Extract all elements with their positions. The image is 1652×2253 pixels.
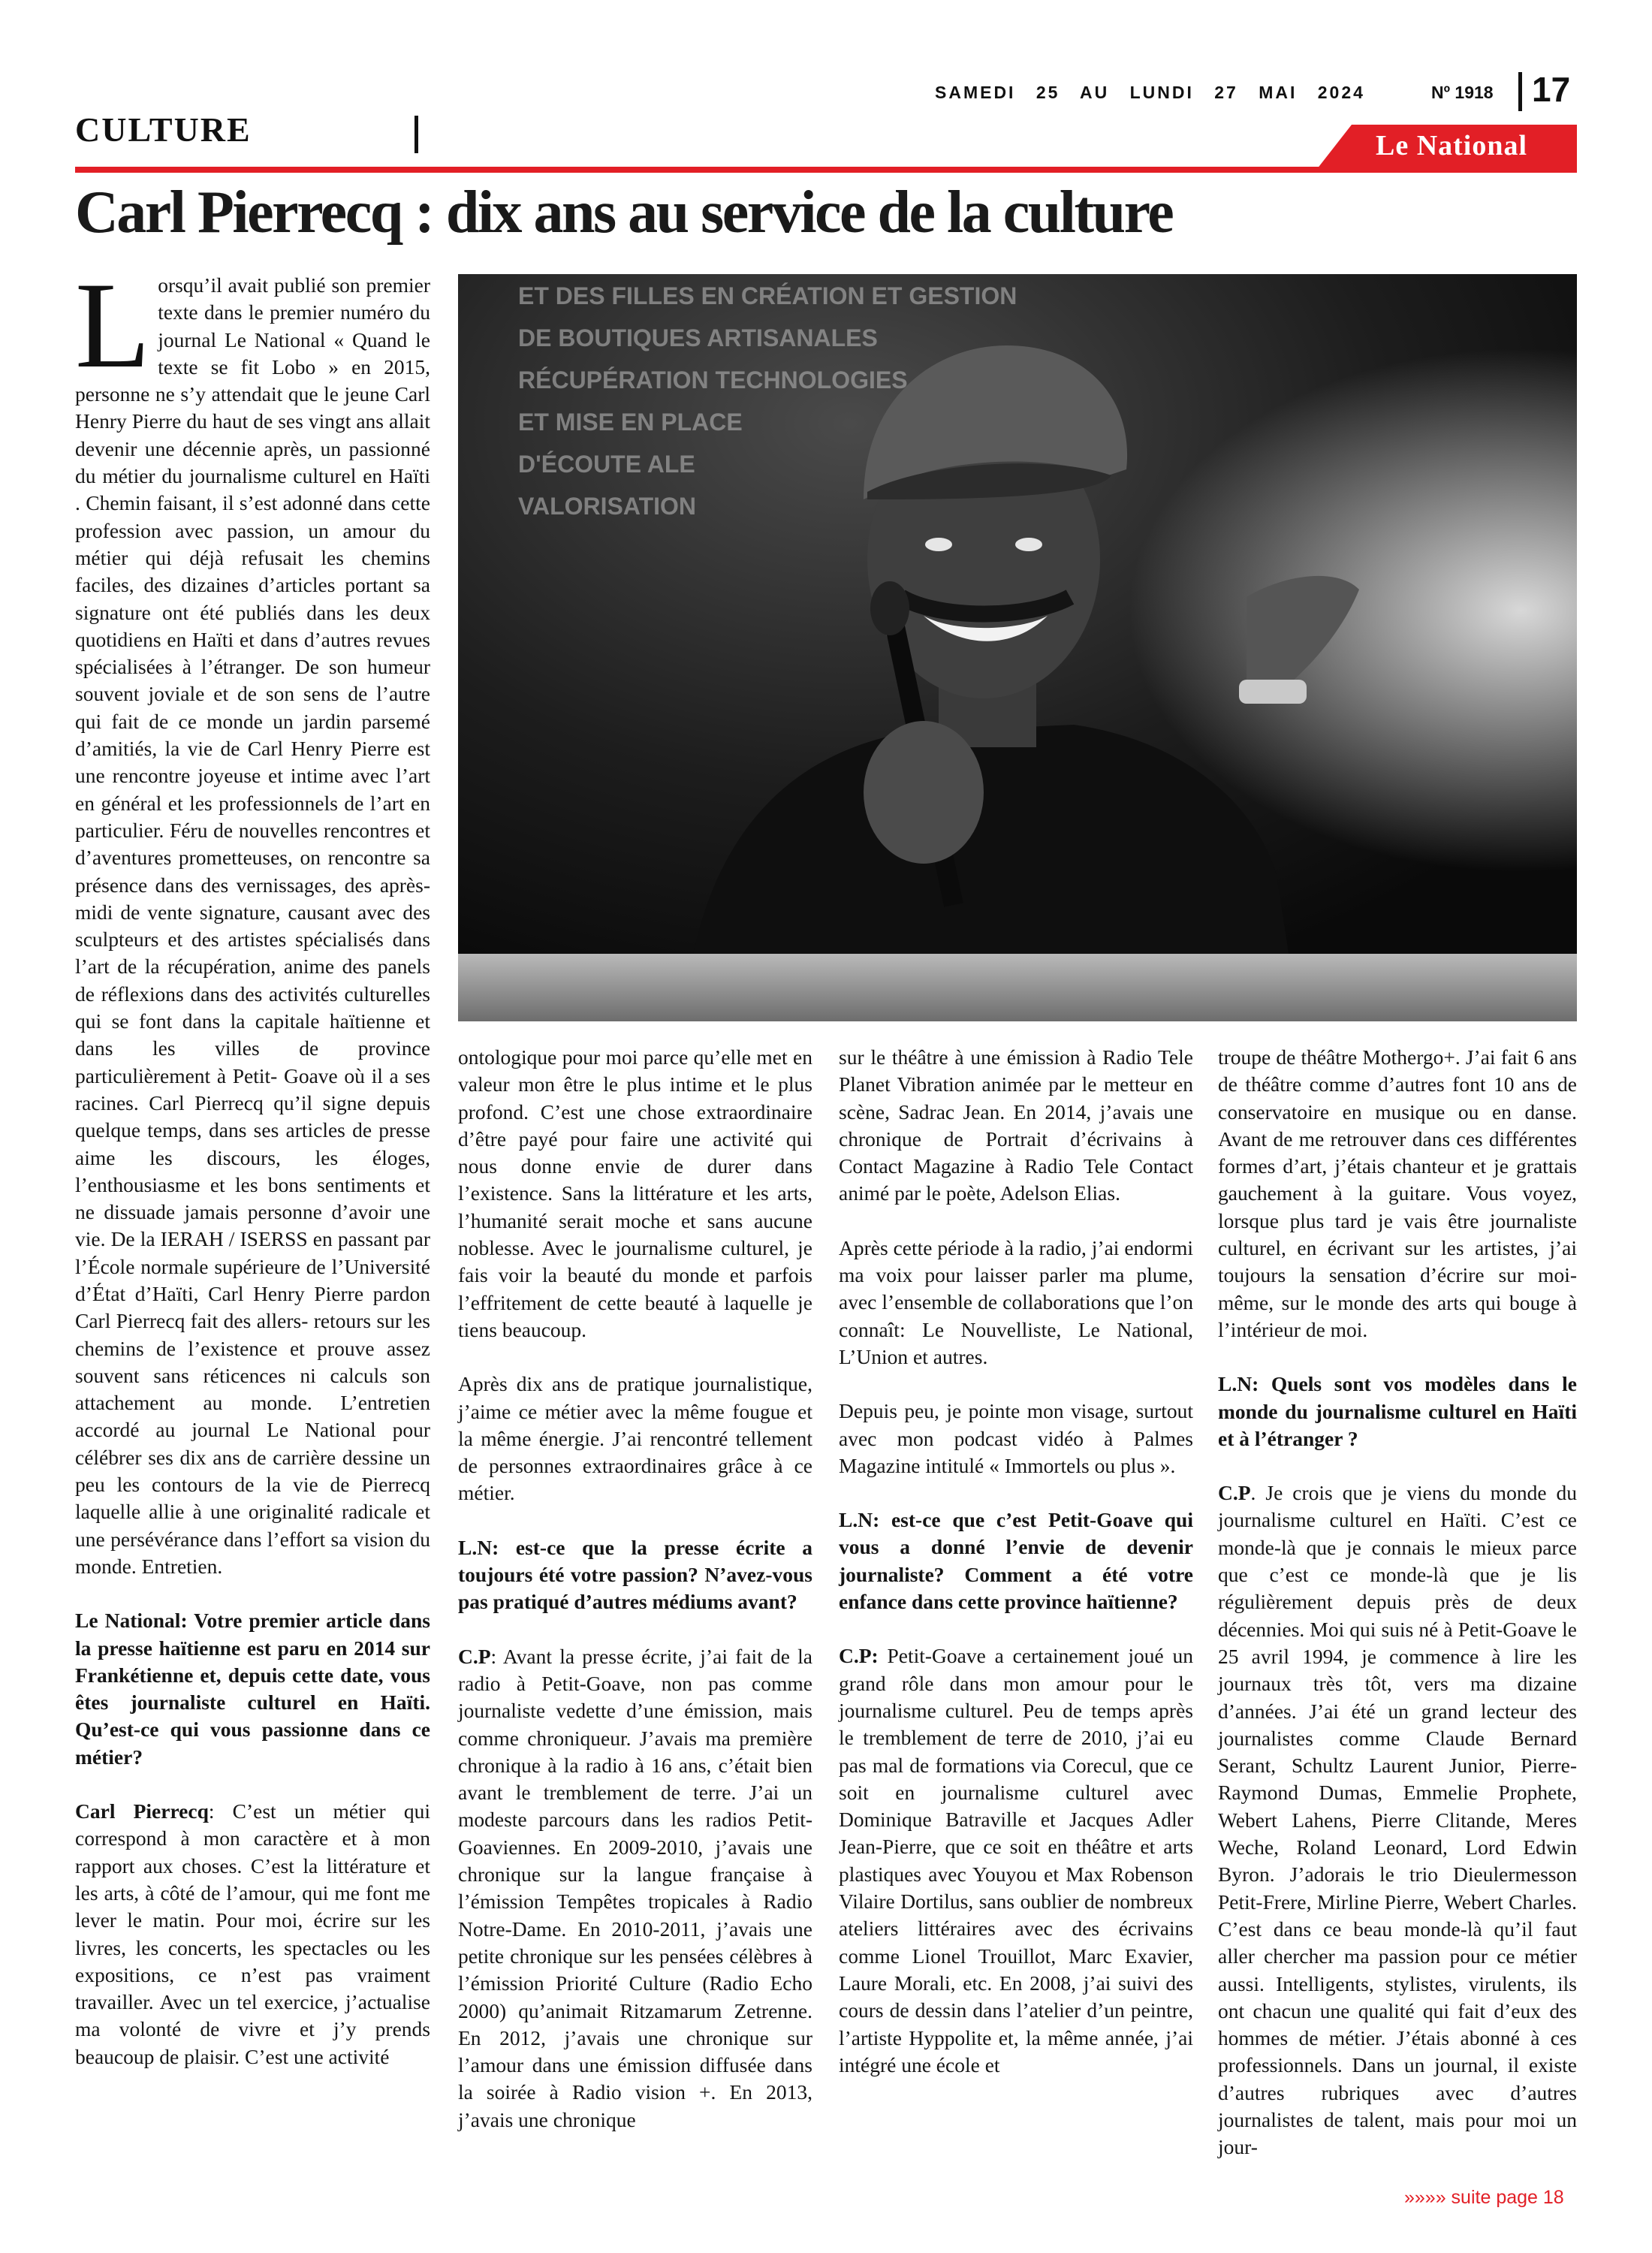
svg-text:ET MISE EN PLACE: ET MISE EN PLACE <box>518 409 743 436</box>
question-4: L.N: Quels sont vos modèles dans le monde du journalisme culturel en Haïti et à l’étranger ? <box>1218 1372 1577 1450</box>
question-2: L.N: est-ce que la presse écrite a toujours été votre passion? N’avez-vous pas pratiqué d’autres médiums avant? <box>458 1535 812 1614</box>
issue-date: SAMEDI 25 AU LUNDI 27 MAI 2024 <box>935 83 1365 102</box>
article-column-4 <box>1218 1044 1577 2161</box>
answer-3-speaker: C.P: <box>839 1644 879 1668</box>
answer-2-text: : Avant la presse écrite, j’ai fait de la radio à Petit-Goave, non pas comme journaliste vedette d’une émission, mais comme chroniqueur. J’avais ma première chronique à la radio à 16 ans, c’était bien avant le tremblement de terre. J’ai un modeste parcours dans les radios Petit-Goaviennes. En 2009-2010, j’avais une chronique sur la langue française à l’émission Tempêtes tropicales à Radio Notre-Dame. En 2010-2011, j’avais une petite chronique sur les pensées célèbres à l’émission Priorité Culture (Radio Echo 2000) qu’animait Ritzamarum Zetrenne. En 2012, j’avais une chronique sur l’amour dans une émission diffusée dans la soirée à Radio vision +. En 2013, j’avais une chronique <box>458 1644 812 2131</box>
answer-4-text: . Je crois que je viens du monde du journalisme culturel en Haïti. C’est ce monde-là que je connais le mieux parce que c’est ce monde-là que je lis régulièrement depuis près de deux décennies. Moi qui suis né à Petit-Goave le 25 avril 1994, je commence à lire les journaux très tôt, vers ma dizaine d’années. J’ai été un grand lecteur des journalistes comme Claude Bernard Serant, Schultz Laurent Junior, Pierre-Raymond Dumas, Emmelie Prophete, Webert Lahens, Pierre Clitande, Meres Weche, Roland Leonard, Lord Edwin Byron. J’adorais le trio Dieulermesson Petit-Frere, Mirline Pierre, Webert Charles. C’est dans ce beau monde-là qu’il faut aller chercher ma passion pour ce métier aussi. Intelligents, stylistes, virulents, ils ont chacun une qualité qui fait d’eux des hommes de métier. J’étais abonné à ces professionnels. Dans un journal, il existe d’autres rubriques avec d’autres journalistes de talent, mais pour moi un jour- <box>1218 1481 1577 2159</box>
answer-4 <box>1218 1479 1577 2161</box>
paragraph: Après cette période à la radio, j’ai endormi ma voix pour laisser parler ma plume, avec l’ensemble de collaborations que l’on connaît: Le Nouvelliste, Le National, L’Union et autres. <box>839 1235 1193 1368</box>
answer-3 <box>839 1642 1193 2079</box>
header-divider <box>1518 72 1522 111</box>
header-rule <box>75 167 1577 173</box>
paragraph: Depuis peu, je pointe mon visage, surtout avec mon podcast vidéo à Palmes Magazine intitulé « Immortels ou plus ». <box>839 1399 1193 1477</box>
paragraph: sur le théâtre à une émission à Radio Tele Planet Vibration animée par le metteur en scène, Sadrac Jean. En 2014, j’avais une chronique de Portrait d’écrivains à Contact Magazine à Radio Tele Contact animé par le poète, Adelson Elias. <box>839 1045 1193 1205</box>
article-column-3 <box>839 1044 1193 2079</box>
answer-1-speaker: Carl Pierrecq <box>75 1799 209 1823</box>
article-column-1 <box>75 258 430 2071</box>
answer-1 <box>75 1798 430 2071</box>
paragraph: troupe de théâtre Mothergo+. J’ai fait 6 ans de théâtre comme d’autres font 10 ans de conservatoire en musique ou en danse. Avant de me retrouver dans ces différentes formes d’art, j’étais chanteur et je grattais gauchement à la guitare. Vous voyez, lorsque plus tard je vais être journaliste culturel, en écrivant sur les artistes, j’ai toujours la sensation d’écrire sur moi-même, sur le monde des arts qui bouge à l’intérieur de moi. <box>1218 1045 1577 1341</box>
svg-text:D'ÉCOUTE ALE: D'ÉCOUTE ALE <box>518 451 695 478</box>
answer-4-speaker: C.P <box>1218 1481 1251 1505</box>
svg-text:ET DES FILLES EN CRÉATION ET G: ET DES FILLES EN CRÉATION ET GESTION <box>518 282 1017 309</box>
newspaper-name: Le National <box>1376 130 1528 161</box>
article-column-2 <box>458 1044 812 2134</box>
issue-number: Nº 1918 <box>1431 83 1494 102</box>
page-number: 17 <box>1532 70 1571 109</box>
question-1: Le National: Votre premier article dans la presse haïtienne est paru en 2014 sur Frankétienne et, depuis cette date, vous êtes journaliste culturel en Haïti. Qu’est-ce qui vous passionne dans ce métier? <box>75 1609 430 1769</box>
svg-text:RÉCUPÉRATION TECHNOLOGIES: RÉCUPÉRATION TECHNOLOGIES <box>518 366 908 394</box>
article-headline: Carl Pierrecq : dix ans au service de la culture <box>75 179 1173 246</box>
question-3: L.N: est-ce que c’est Petit-Goave qui vous a donné l’envie de devenir journaliste? Comment a été votre enfance dans cette province haïtienne? <box>839 1508 1193 1614</box>
portrait-photo <box>458 274 1577 1021</box>
continued-link[interactable]: »»»» suite page 18 <box>1404 2187 1564 2208</box>
intro-paragraph: orsqu’il avait publié son premier texte dans le premier numéro du journal Le National « Quand le texte se fit Lobo » en 2015, personne ne s’y attendait que le jeune Carl Henry Pierre du haut de ses vingt ans allait devenir une décennie après, un passionné du métier du journalisme culturel en Haïti . Chemin faisant, il s’est adonné dans cette profession avec passion, un amour du métier qui déjà refusait les chemins faciles, des dizaines d’articles portant sa signature ont été publiés dans les deux quotidiens en Haïti et dans d’autres revues spécialisées à l’étranger. De son humeur souvent joviale et de son sens de l’autre qui fait de ce monde un jardin parsemé d’amitiés, la vie de Carl Henry Pierre est une rencontre joyeuse et intime avec l’art en général et les professionnels de l’art en particulier. Féru de nouvelles rencontres et d’aventures prometteuses, on rencontre sa présence dans des vernissages, des après-midi de vente signature, causant avec des sculpteurs et des artistes spécialisés dans l’art de la récupération, anime des panels de réflexions dans des activités culturelles qui se font dans la capitale haïtienne et dans les villes de province particulièrement à Petit- Goave où il a ses racines. Carl Pierrecq qu’il signe depuis quelque temps, dans ses articles de presse aime les discours, les éloges, l’enthousiasme et les bons sentiments et ne dissuade jamais personne d’avoir une vie. De la IERAH / ISERSS en passant par l’École normale supérieure de l’Université d’État d’Haïti, Carl Henry Pierre pardon Carl Pierrecq fait des allers- retours sur les chemins de l’existence et prouve assez souvent sans réticences ni calculs son attachement au monde. L’entretien accordé au journal Le National pour célébrer ses dix ans de carrière dessine un peu les contours de la vie de Pierrecq laquelle allie à une originalité radicale et une persévérance dans l’effort sa vision du monde. Entretien. <box>75 273 430 1578</box>
section-title: CULTURE <box>75 110 252 149</box>
paragraph: ontologique pour moi parce qu’elle met en valeur mon être le plus intime et le plus profond. C’est une chose extraordinaire d’être payé pour faire une activité qui nous donne envie de durer dans l’existence. Sans la littérature et les arts, l’humanité serait moche et sans aucune noblesse. Avec le journalisme culturel, je fais voir la beauté du monde et parfois l’effritement de cette beauté à laquelle je tiens beaucoup. <box>458 1045 812 1341</box>
answer-2-speaker: C.P <box>458 1644 491 1668</box>
answer-3-text: Petit-Goave a certainement joué un grand rôle dans mon amour pour le journalisme culturel. Peu de temps après le tremblement de terre de 2010, j’ai eu pas mal de formations via Corecul, que ce soit en journalisme culturel avec Dominique Batraville et Jacques Adler Jean-Pierre, que ce soit en théâtre et arts plastiques avec Youyou et Max Robenson Vilaire Dortilus, sans oublier de nombreux ateliers littéraires avec des écrivains comme Lionel Trouillot, Marc Exavier, Laure Morali, etc. En 2008, j’ai suivi des cours de dessin dans l’atelier d’un peintre, l’artiste Hyppolite et, la même année, j’ai intégré une école et <box>839 1644 1193 2077</box>
answer-2 <box>458 1643 812 2134</box>
paragraph: Après dix ans de pratique journalistique, j’aime ce métier avec la même fougue et la même énergie. J’ai rencontré tellement de personnes extraordinaires grâce à ce métier. <box>458 1372 812 1505</box>
drop-cap: L <box>75 258 151 394</box>
svg-text:DE BOUTIQUES ARTISANALES: DE BOUTIQUES ARTISANALES <box>518 324 878 351</box>
section-divider <box>415 116 418 153</box>
svg-text:VALORISATION: VALORISATION <box>518 493 697 520</box>
answer-1-text: : C’est un métier qui correspond à mon caractère et à mon rapport aux choses. C’est la littérature et les arts, à côté de l’amour, qui me font me lever le matin. Pour moi, écrire sur les livres, les concerts, les spectacles ou les expositions, ce n’est pas vraiment travailler. Avec un tel exercice, j’actualise ma volonté de vivre et j’y prends beaucoup de plaisir. C’est une activité <box>75 1799 430 2068</box>
